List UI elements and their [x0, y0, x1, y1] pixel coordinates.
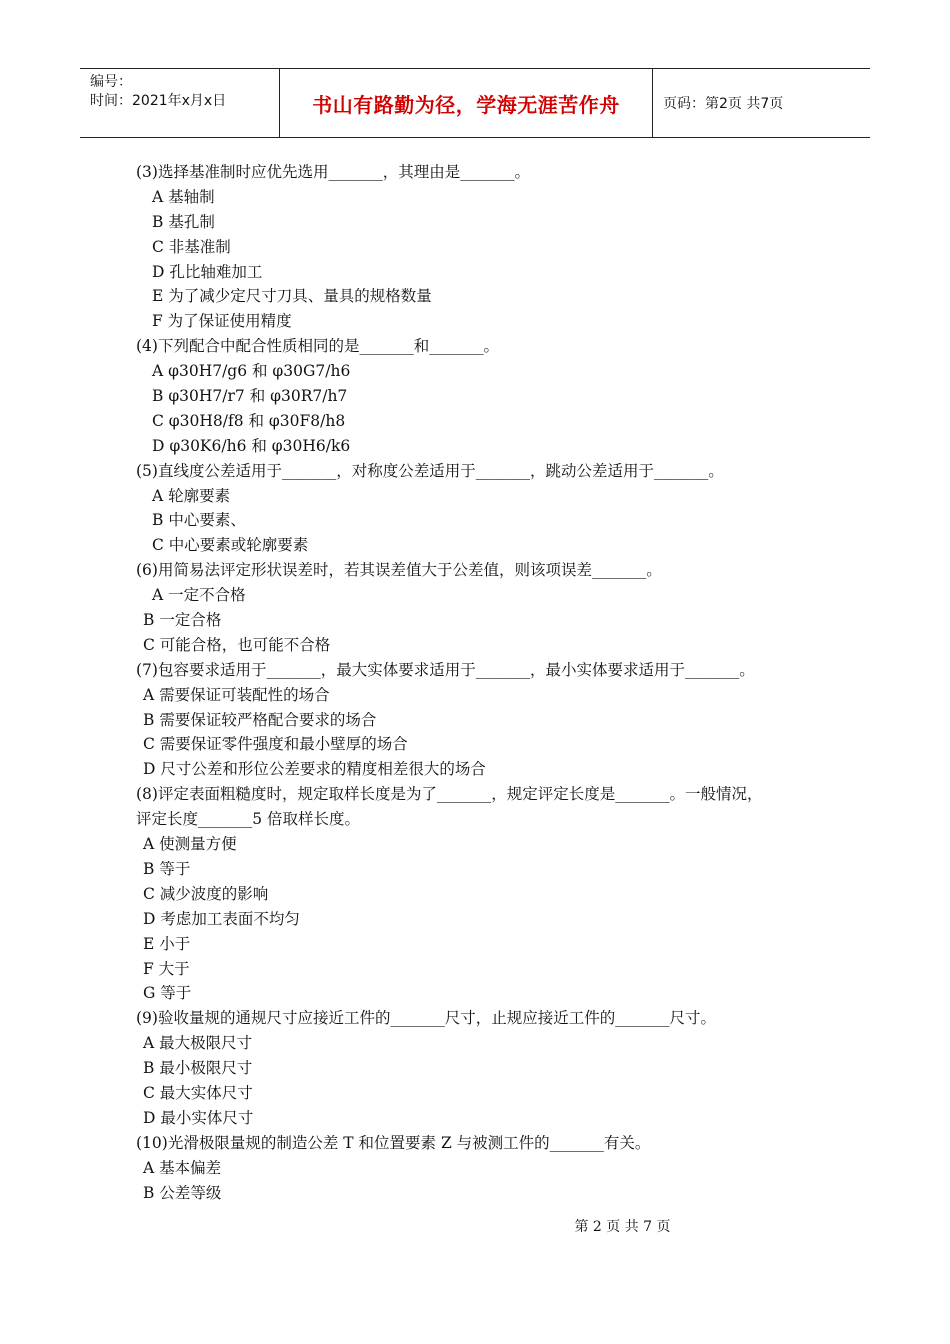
option-line: C 减少波度的影响	[143, 884, 269, 903]
question-line: 评定长度_______5 倍取样长度。	[136, 810, 361, 829]
option-line: B 等于	[143, 859, 191, 878]
option-line: C 需要保证零件强度和最小壁厚的场合	[143, 735, 408, 754]
option-line: D 孔比轴难加工	[152, 262, 263, 281]
option-line: F 为了保证使用精度	[152, 312, 292, 331]
option-line: E 为了减少定尺寸刀具、量具的规格数量	[152, 287, 432, 306]
option-line: F 大于	[143, 959, 190, 978]
page-footer: 第 2 页 共 7 页	[574, 1219, 671, 1235]
header-page-cell	[653, 69, 870, 137]
option-line: B 需要保证较严格配合要求的场合	[143, 710, 377, 729]
question-line: (6)用简易法评定形状误差时，若其误差值大于公差值，则该项误差_______。	[136, 561, 662, 580]
option-line: A 基本偏差	[143, 1158, 222, 1177]
option-line: B 中心要素、	[152, 511, 246, 530]
option-line: D 最小实体尺寸	[143, 1108, 254, 1127]
option-line: C φ30H8/f8 和 φ30F8/h8	[152, 411, 346, 430]
header-motto-cell	[280, 69, 653, 137]
question-line: (7)包容要求适用于_______，最大实体要求适用于_______，最小实体要求适用于_______。	[136, 660, 755, 679]
option-line: B 一定合格	[143, 611, 222, 630]
option-line: A 最大极限尺寸	[143, 1034, 253, 1053]
option-line: D φ30K6/h6 和 φ30H6/k6	[152, 436, 351, 455]
motto: 书山有路勤为径，学海无涯苦作舟	[312, 92, 620, 117]
option-line: A 轮廓要素	[152, 486, 231, 505]
option-line: A 基轴制	[152, 187, 215, 206]
option-line: G 等于	[143, 984, 192, 1003]
option-line: A φ30H7/g6 和 φ30G7/h6	[152, 362, 351, 381]
question-line: (5)直线度公差适用于_______，对称度公差适用于_______，跳动公差适用于_______。	[136, 461, 724, 480]
number-label: 编号：	[90, 74, 132, 90]
page-label: 页码：第2页 共7页	[663, 96, 784, 112]
option-line: A 需要保证可装配性的场合	[143, 685, 330, 704]
question-line: (3)选择基准制时应优先选用_______，其理由是_______。	[136, 163, 530, 181]
option-line: B 基孔制	[152, 212, 215, 231]
question-line: (8)评定表面粗糙度时，规定取样长度是为了_______，规定评定长度是_______。一般情况，	[136, 785, 763, 804]
time-label: 时间：2021年x月x日	[90, 93, 227, 109]
question-line: (9)验收量规的通规尺寸应接近工件的_______尺寸，止规应接近工件的_______尺寸。	[136, 1009, 716, 1028]
option-line: C 中心要素或轮廓要素	[152, 536, 309, 555]
question-line: (10)光滑极限量规的制造公差 T 和位置要素 Z 与被测工件的_______有关。	[136, 1133, 651, 1152]
option-line: C 最大实体尺寸	[143, 1083, 253, 1102]
option-line: D 尺寸公差和形位公差要求的精度相差很大的场合	[143, 760, 486, 779]
option-line: B 公差等级	[143, 1183, 222, 1202]
question-line: (4)下列配合中配合性质相同的是_______和_______。	[136, 337, 499, 356]
option-line: A 一定不合格	[152, 586, 246, 605]
option-line: C 非基准制	[152, 237, 231, 256]
option-line: B 最小极限尺寸	[143, 1059, 253, 1078]
option-line: E 小于	[143, 934, 191, 953]
page-header	[80, 68, 870, 138]
header-meta	[80, 69, 280, 137]
option-line: C 可能合格，也可能不合格	[143, 635, 331, 654]
option-line: B φ30H7/r7 和 φ30R7/h7	[152, 387, 348, 406]
option-line: A 使测量方便	[143, 835, 237, 854]
document-body	[136, 160, 826, 1205]
option-line: D 考虑加工表面不均匀	[143, 909, 300, 928]
